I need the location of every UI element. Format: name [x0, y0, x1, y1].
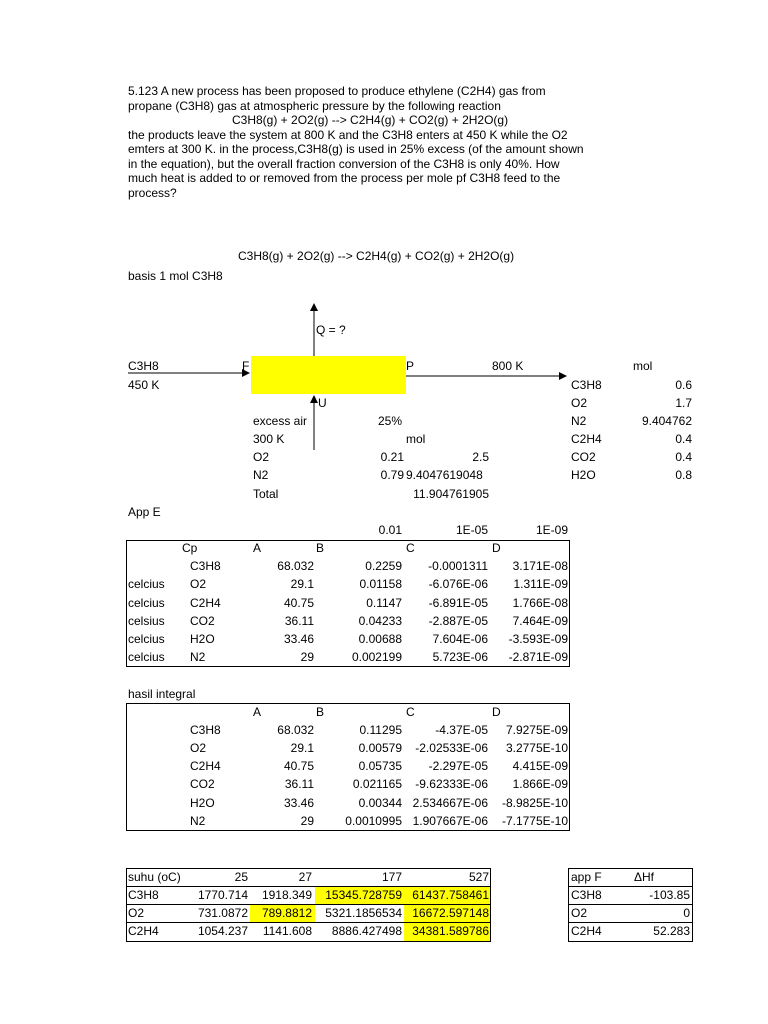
value-cell: 0.00344	[358, 796, 402, 810]
value-cell: 0.0010995	[345, 814, 402, 828]
value-cell: 2.534667E-06	[412, 796, 488, 810]
value-cell: 1.766E-08	[512, 596, 568, 610]
value-cell: -9.62333E-06	[415, 777, 488, 791]
value-cell: 0.021165	[352, 777, 402, 791]
value-cell: 68.032	[277, 723, 314, 737]
value-cell: 36.11	[284, 614, 314, 628]
multiplier-d: 1E-09	[535, 523, 568, 537]
product-mol: 1.7	[675, 396, 692, 410]
value-cell: -8.9825E-10	[501, 796, 568, 810]
species-cell: O2	[190, 577, 207, 591]
product-mol: 0.6	[675, 378, 692, 392]
value-cell: 0	[683, 906, 690, 920]
product-name: C3H8	[571, 378, 602, 392]
value-cell: -3.593E-09	[508, 632, 568, 646]
problem-line: much heat is added to or removed from the process per mole pf C3H8 feed to the	[128, 171, 561, 185]
species-cell: C3H8	[190, 559, 221, 573]
product-mol: 0.8	[675, 468, 692, 482]
suhu-header: 527	[468, 870, 489, 884]
species-cell: C2H4	[128, 924, 159, 938]
product-mol: 0.4	[675, 432, 692, 446]
air-component-mol: 9.4047619048	[406, 468, 483, 482]
value-cell: 1141.608	[262, 924, 312, 938]
feed-label: C3H8	[128, 359, 159, 373]
species-cell: H2O	[190, 632, 215, 646]
app-f-header: ΔHf	[634, 870, 655, 884]
problem-line: C3H8(g) + 2O2(g) --> C2H4(g) + CO2(g) + 2H2O(g)	[232, 113, 509, 127]
value-cell: 8886.427498	[331, 924, 402, 938]
problem-line: process?	[128, 185, 177, 200]
air-component-name: O2	[253, 450, 270, 464]
value-cell: 0.1147	[366, 596, 402, 610]
stream-f-label: F	[242, 359, 250, 373]
value-cell: 1918.349	[261, 888, 312, 902]
problem-line: the products leave the system at 800 K and the C3H8 enters at 450 K while the O2	[128, 127, 568, 142]
value-cell: 5321.1856534	[325, 906, 402, 920]
value-cell: 1770.714	[197, 888, 248, 902]
product-name: O2	[571, 396, 588, 410]
product-mol: 0.4	[675, 450, 692, 464]
value-cell: 3.2775E-10	[505, 741, 568, 755]
multiplier-b: 0.01	[378, 523, 402, 537]
value-cell: -103.85	[649, 888, 690, 902]
col-header: A	[253, 541, 262, 555]
problem-line: 5.123 A new process has been proposed to produce ethylene (C2H4) gas from	[128, 84, 546, 98]
heat-label: Q = ?	[316, 323, 346, 337]
problem-line: emters at 300 K. in the process,C3H8(g) is used in 25% excess (of the amount shown	[128, 142, 584, 156]
value-cell: 15345.728759	[325, 888, 402, 902]
air-component-mol: 2.5	[472, 450, 489, 464]
unit-cell: celcius	[128, 596, 165, 610]
col-header: Cp	[182, 541, 198, 555]
reaction-equation: C3H8(g) + 2O2(g) --> C2H4(g) + CO2(g) + 2H2O(g)	[238, 249, 515, 263]
product-temp: 800 K	[492, 359, 524, 373]
value-cell: 0.00579	[358, 741, 402, 755]
product-mol: 9.404762	[641, 414, 692, 428]
value-cell: -2.02533E-06	[415, 741, 488, 755]
value-cell: 0.2259	[365, 559, 402, 573]
product-name: H2O	[571, 468, 596, 482]
value-cell: 36.11	[284, 777, 314, 791]
problem-line: in the equation), but the overall fraction conversion of the C3H8 is only 40%. How	[128, 156, 560, 171]
value-cell: -2.297E-05	[428, 759, 488, 773]
value-cell: 1.311E-09	[513, 577, 568, 591]
value-cell: 1.907667E-06	[412, 814, 488, 828]
species-cell: C2H4	[190, 759, 221, 773]
col-header: D	[492, 705, 501, 719]
product-name: C2H4	[571, 432, 602, 446]
air-total-value: 11.904761905	[413, 487, 489, 501]
air-component-name: N2	[253, 468, 269, 482]
value-cell: 3.171E-08	[512, 559, 568, 573]
air-total-label: Total	[253, 487, 279, 501]
species-cell: CO2	[190, 614, 215, 628]
col-header: D	[492, 541, 501, 555]
value-cell: 731.0872	[197, 906, 248, 920]
value-cell: 0.01158	[359, 577, 402, 591]
stream-p-label: P	[406, 359, 415, 373]
problem-line: propane (C3H8) gas at atmospheric pressure by the following reaction	[128, 98, 501, 113]
hasil-title: hasil integral	[128, 687, 196, 701]
value-cell: 34381.589786	[412, 924, 489, 938]
value-cell: 5.723E-06	[432, 650, 488, 664]
value-cell: 0.11295	[359, 723, 402, 737]
air-component-frac: 0.79	[380, 468, 404, 482]
value-cell: 7.464E-09	[512, 614, 568, 628]
value-cell: 61437.758461	[412, 888, 489, 902]
unit-cell: celcius	[128, 650, 165, 664]
value-cell: 1054.237	[197, 924, 248, 938]
product-name: CO2	[571, 450, 596, 464]
value-cell: -0.0001311	[428, 559, 488, 573]
suhu-header: 27	[298, 870, 312, 884]
value-cell: 29.1	[290, 577, 314, 591]
stream-u-label: U	[318, 396, 327, 410]
air-temp: 300 K	[253, 432, 285, 446]
col-header: C	[406, 541, 415, 555]
value-cell: 29.1	[290, 741, 314, 755]
value-cell: 7.604E-06	[432, 632, 488, 646]
col-header: A	[253, 705, 262, 719]
product-name: N2	[571, 414, 587, 428]
unit-cell: celcius	[128, 577, 165, 591]
value-cell: 1.866E-09	[512, 777, 568, 791]
app-e-title: App E	[128, 505, 161, 519]
value-cell: -2.887E-05	[428, 614, 488, 628]
unit-cell: celcius	[128, 632, 165, 646]
col-header: B	[316, 705, 325, 719]
species-cell: C2H4	[190, 596, 221, 610]
species-cell: O2	[128, 906, 145, 920]
species-cell: C3H8	[190, 723, 221, 737]
value-cell: -7.1775E-10	[501, 814, 568, 828]
suhu-header: 25	[234, 870, 248, 884]
species-cell: O2	[190, 741, 207, 755]
feed-temp: 450 K	[128, 378, 160, 392]
species-cell: C3H8	[128, 888, 159, 902]
value-cell: 4.415E-09	[512, 759, 568, 773]
species-cell: N2	[190, 814, 206, 828]
value-cell: 40.75	[283, 759, 314, 773]
value-cell: -4.37E-05	[435, 723, 488, 737]
value-cell: 33.46	[283, 796, 314, 810]
value-cell: 0.002199	[351, 650, 402, 664]
value-cell: -6.076E-06	[428, 577, 488, 591]
excess-air-value: 25%	[378, 414, 403, 428]
excess-air-label: excess air	[253, 414, 308, 428]
app-f-header: app F	[571, 870, 602, 884]
value-cell: 29	[300, 650, 314, 664]
air-component-frac: 0.21	[380, 450, 404, 464]
value-cell: 33.46	[283, 632, 314, 646]
multiplier-c: 1E-05	[455, 523, 488, 537]
value-cell: 52.283	[653, 924, 690, 938]
unit-cell: celsius	[128, 614, 165, 628]
air-mol-label: mol	[406, 432, 426, 446]
species-cell: O2	[571, 906, 588, 920]
col-header: B	[316, 541, 325, 555]
value-cell: 0.00688	[358, 632, 402, 646]
species-cell: CO2	[190, 777, 215, 791]
suhu-header: 177	[381, 870, 402, 884]
suhu-header: suhu (oC)	[128, 870, 181, 884]
value-cell: 7.9275E-09	[505, 723, 568, 737]
value-cell: -6.891E-05	[428, 596, 488, 610]
value-cell: 789.8812	[261, 906, 312, 920]
value-cell: -2.871E-09	[508, 650, 568, 664]
species-cell: C3H8	[571, 888, 602, 902]
value-cell: 68.032	[277, 559, 314, 573]
value-cell: 0.05735	[358, 759, 402, 773]
value-cell: 0.04233	[358, 614, 402, 628]
species-cell: N2	[190, 650, 206, 664]
value-cell: 40.75	[283, 596, 314, 610]
value-cell: 16672.597148	[412, 906, 489, 920]
col-header: C	[406, 705, 415, 719]
product-mol-header: mol	[633, 359, 653, 373]
basis-label: basis 1 mol C3H8	[128, 269, 223, 283]
species-cell: C2H4	[571, 924, 602, 938]
species-cell: H2O	[190, 796, 215, 810]
value-cell: 29	[300, 814, 314, 828]
